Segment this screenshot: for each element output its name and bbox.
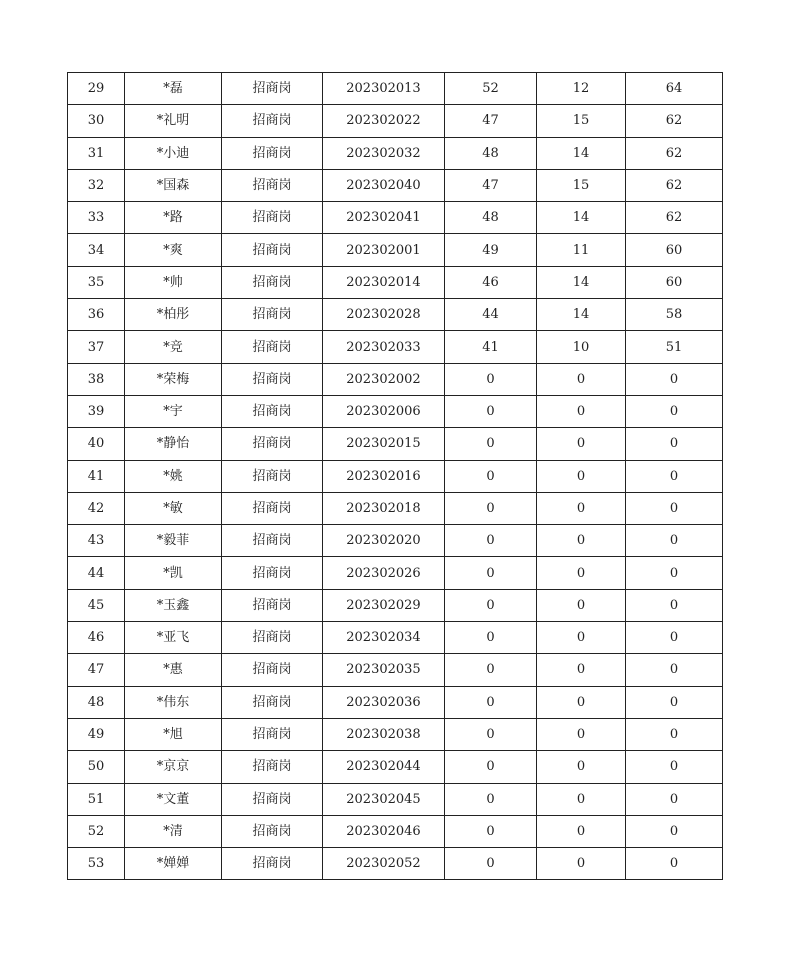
exam-id-cell: 202302045	[323, 783, 445, 815]
score-1-cell: 0	[445, 848, 537, 880]
table-row	[68, 428, 723, 460]
total-score-cell: 0	[626, 460, 723, 492]
score-2-cell: 0	[537, 557, 626, 589]
total-score-cell: 0	[626, 654, 723, 686]
row-number-cell: 34	[68, 234, 125, 266]
exam-id-cell: 202302013	[323, 73, 445, 105]
row-number-cell: 36	[68, 299, 125, 331]
row-number-cell: 35	[68, 266, 125, 298]
exam-id-cell: 202302036	[323, 686, 445, 718]
position-cell: 招商岗	[222, 622, 323, 654]
table-row	[68, 331, 723, 363]
score-2-cell: 0	[537, 718, 626, 750]
score-1-cell: 0	[445, 654, 537, 686]
score-1-cell: 48	[445, 202, 537, 234]
row-number-cell: 42	[68, 492, 125, 524]
candidate-name-cell: *宇	[125, 395, 222, 427]
score-2-cell: 15	[537, 169, 626, 201]
total-score-cell: 0	[626, 783, 723, 815]
position-cell: 招商岗	[222, 137, 323, 169]
table-row	[68, 299, 723, 331]
candidate-name-cell: *敏	[125, 492, 222, 524]
score-2-cell: 14	[537, 266, 626, 298]
table-row	[68, 783, 723, 815]
exam-id-cell: 202302040	[323, 169, 445, 201]
position-cell: 招商岗	[222, 428, 323, 460]
table-row	[68, 73, 723, 105]
total-score-cell: 62	[626, 202, 723, 234]
row-number-cell: 44	[68, 557, 125, 589]
candidate-name-cell: *婵婵	[125, 848, 222, 880]
exam-id-cell: 202302033	[323, 331, 445, 363]
table-row	[68, 266, 723, 298]
position-cell: 招商岗	[222, 234, 323, 266]
position-cell: 招商岗	[222, 718, 323, 750]
row-number-cell: 49	[68, 718, 125, 750]
row-number-cell: 40	[68, 428, 125, 460]
position-cell: 招商岗	[222, 751, 323, 783]
total-score-cell: 0	[626, 751, 723, 783]
score-1-cell: 0	[445, 718, 537, 750]
table-row	[68, 622, 723, 654]
score-2-cell: 0	[537, 589, 626, 621]
score-1-cell: 0	[445, 751, 537, 783]
total-score-cell: 60	[626, 266, 723, 298]
position-cell: 招商岗	[222, 299, 323, 331]
results-table	[67, 72, 723, 880]
candidate-name-cell: *惠	[125, 654, 222, 686]
score-2-cell: 0	[537, 460, 626, 492]
table-row	[68, 589, 723, 621]
score-2-cell: 0	[537, 622, 626, 654]
candidate-name-cell: *伟东	[125, 686, 222, 718]
total-score-cell: 0	[626, 848, 723, 880]
row-number-cell: 32	[68, 169, 125, 201]
candidate-name-cell: *国森	[125, 169, 222, 201]
results-table-body	[68, 73, 723, 880]
total-score-cell: 51	[626, 331, 723, 363]
total-score-cell: 0	[626, 718, 723, 750]
candidate-name-cell: *玉鑫	[125, 589, 222, 621]
exam-id-cell: 202302035	[323, 654, 445, 686]
score-2-cell: 0	[537, 815, 626, 847]
exam-id-cell: 202302014	[323, 266, 445, 298]
position-cell: 招商岗	[222, 331, 323, 363]
exam-id-cell: 202302001	[323, 234, 445, 266]
position-cell: 招商岗	[222, 589, 323, 621]
total-score-cell: 0	[626, 557, 723, 589]
candidate-name-cell: *毅菲	[125, 525, 222, 557]
score-1-cell: 0	[445, 525, 537, 557]
row-number-cell: 52	[68, 815, 125, 847]
table-row	[68, 751, 723, 783]
score-1-cell: 52	[445, 73, 537, 105]
exam-id-cell: 202302029	[323, 589, 445, 621]
position-cell: 招商岗	[222, 169, 323, 201]
candidate-name-cell: *磊	[125, 73, 222, 105]
score-1-cell: 0	[445, 589, 537, 621]
candidate-name-cell: *姚	[125, 460, 222, 492]
score-1-cell: 44	[445, 299, 537, 331]
total-score-cell: 0	[626, 363, 723, 395]
row-number-cell: 38	[68, 363, 125, 395]
row-number-cell: 31	[68, 137, 125, 169]
score-1-cell: 49	[445, 234, 537, 266]
candidate-name-cell: *清	[125, 815, 222, 847]
exam-id-cell: 202302044	[323, 751, 445, 783]
row-number-cell: 29	[68, 73, 125, 105]
table-row	[68, 395, 723, 427]
row-number-cell: 30	[68, 105, 125, 137]
score-2-cell: 0	[537, 751, 626, 783]
table-row	[68, 815, 723, 847]
row-number-cell: 45	[68, 589, 125, 621]
position-cell: 招商岗	[222, 492, 323, 524]
position-cell: 招商岗	[222, 557, 323, 589]
candidate-name-cell: *竞	[125, 331, 222, 363]
table-row	[68, 169, 723, 201]
candidate-name-cell: *静怡	[125, 428, 222, 460]
exam-id-cell: 202302028	[323, 299, 445, 331]
score-1-cell: 0	[445, 460, 537, 492]
score-2-cell: 14	[537, 137, 626, 169]
row-number-cell: 51	[68, 783, 125, 815]
table-row	[68, 848, 723, 880]
table-row	[68, 234, 723, 266]
score-1-cell: 0	[445, 363, 537, 395]
total-score-cell: 0	[626, 395, 723, 427]
candidate-name-cell: *帅	[125, 266, 222, 298]
candidate-name-cell: *路	[125, 202, 222, 234]
table-row	[68, 654, 723, 686]
position-cell: 招商岗	[222, 266, 323, 298]
candidate-name-cell: *凯	[125, 557, 222, 589]
total-score-cell: 58	[626, 299, 723, 331]
score-1-cell: 48	[445, 137, 537, 169]
position-cell: 招商岗	[222, 815, 323, 847]
row-number-cell: 53	[68, 848, 125, 880]
exam-id-cell: 202302022	[323, 105, 445, 137]
row-number-cell: 46	[68, 622, 125, 654]
row-number-cell: 37	[68, 331, 125, 363]
position-cell: 招商岗	[222, 525, 323, 557]
total-score-cell: 0	[626, 622, 723, 654]
total-score-cell: 0	[626, 428, 723, 460]
score-2-cell: 0	[537, 654, 626, 686]
score-1-cell: 0	[445, 557, 537, 589]
position-cell: 招商岗	[222, 395, 323, 427]
score-2-cell: 0	[537, 525, 626, 557]
total-score-cell: 0	[626, 589, 723, 621]
position-cell: 招商岗	[222, 848, 323, 880]
row-number-cell: 39	[68, 395, 125, 427]
total-score-cell: 60	[626, 234, 723, 266]
table-row	[68, 460, 723, 492]
score-1-cell: 41	[445, 331, 537, 363]
table-row	[68, 686, 723, 718]
score-1-cell: 0	[445, 428, 537, 460]
exam-id-cell: 202302041	[323, 202, 445, 234]
score-2-cell: 0	[537, 848, 626, 880]
candidate-name-cell: *爽	[125, 234, 222, 266]
score-2-cell: 0	[537, 395, 626, 427]
score-2-cell: 14	[537, 299, 626, 331]
exam-id-cell: 202302016	[323, 460, 445, 492]
exam-id-cell: 202302026	[323, 557, 445, 589]
table-row	[68, 363, 723, 395]
total-score-cell: 62	[626, 105, 723, 137]
score-2-cell: 10	[537, 331, 626, 363]
score-1-cell: 0	[445, 395, 537, 427]
score-1-cell: 0	[445, 815, 537, 847]
exam-id-cell: 202302032	[323, 137, 445, 169]
score-2-cell: 0	[537, 686, 626, 718]
table-row	[68, 525, 723, 557]
row-number-cell: 33	[68, 202, 125, 234]
table-row	[68, 492, 723, 524]
score-1-cell: 47	[445, 169, 537, 201]
table-row	[68, 718, 723, 750]
score-2-cell: 0	[537, 428, 626, 460]
exam-id-cell: 202302038	[323, 718, 445, 750]
candidate-name-cell: *旭	[125, 718, 222, 750]
candidate-name-cell: *京京	[125, 751, 222, 783]
score-1-cell: 0	[445, 622, 537, 654]
score-1-cell: 0	[445, 492, 537, 524]
table-row	[68, 137, 723, 169]
score-2-cell: 15	[537, 105, 626, 137]
score-2-cell: 11	[537, 234, 626, 266]
exam-id-cell: 202302052	[323, 848, 445, 880]
score-1-cell: 47	[445, 105, 537, 137]
candidate-name-cell: *柏彤	[125, 299, 222, 331]
total-score-cell: 62	[626, 137, 723, 169]
row-number-cell: 41	[68, 460, 125, 492]
total-score-cell: 64	[626, 73, 723, 105]
total-score-cell: 0	[626, 815, 723, 847]
position-cell: 招商岗	[222, 460, 323, 492]
score-1-cell: 0	[445, 686, 537, 718]
position-cell: 招商岗	[222, 202, 323, 234]
row-number-cell: 48	[68, 686, 125, 718]
exam-id-cell: 202302020	[323, 525, 445, 557]
table-row	[68, 202, 723, 234]
score-2-cell: 14	[537, 202, 626, 234]
row-number-cell: 50	[68, 751, 125, 783]
score-2-cell: 0	[537, 492, 626, 524]
exam-id-cell: 202302018	[323, 492, 445, 524]
candidate-name-cell: *亚飞	[125, 622, 222, 654]
exam-id-cell: 202302006	[323, 395, 445, 427]
position-cell: 招商岗	[222, 783, 323, 815]
score-2-cell: 0	[537, 363, 626, 395]
total-score-cell: 62	[626, 169, 723, 201]
table-row	[68, 557, 723, 589]
position-cell: 招商岗	[222, 654, 323, 686]
score-2-cell: 12	[537, 73, 626, 105]
candidate-name-cell: *小迪	[125, 137, 222, 169]
total-score-cell: 0	[626, 686, 723, 718]
candidate-name-cell: *文董	[125, 783, 222, 815]
total-score-cell: 0	[626, 525, 723, 557]
table-row	[68, 105, 723, 137]
position-cell: 招商岗	[222, 73, 323, 105]
exam-id-cell: 202302002	[323, 363, 445, 395]
position-cell: 招商岗	[222, 363, 323, 395]
exam-id-cell: 202302015	[323, 428, 445, 460]
candidate-name-cell: *礼明	[125, 105, 222, 137]
total-score-cell: 0	[626, 492, 723, 524]
exam-id-cell: 202302046	[323, 815, 445, 847]
exam-id-cell: 202302034	[323, 622, 445, 654]
position-cell: 招商岗	[222, 686, 323, 718]
score-1-cell: 46	[445, 266, 537, 298]
position-cell: 招商岗	[222, 105, 323, 137]
score-2-cell: 0	[537, 783, 626, 815]
row-number-cell: 43	[68, 525, 125, 557]
document-page	[67, 72, 723, 880]
score-1-cell: 0	[445, 783, 537, 815]
row-number-cell: 47	[68, 654, 125, 686]
candidate-name-cell: *荣梅	[125, 363, 222, 395]
